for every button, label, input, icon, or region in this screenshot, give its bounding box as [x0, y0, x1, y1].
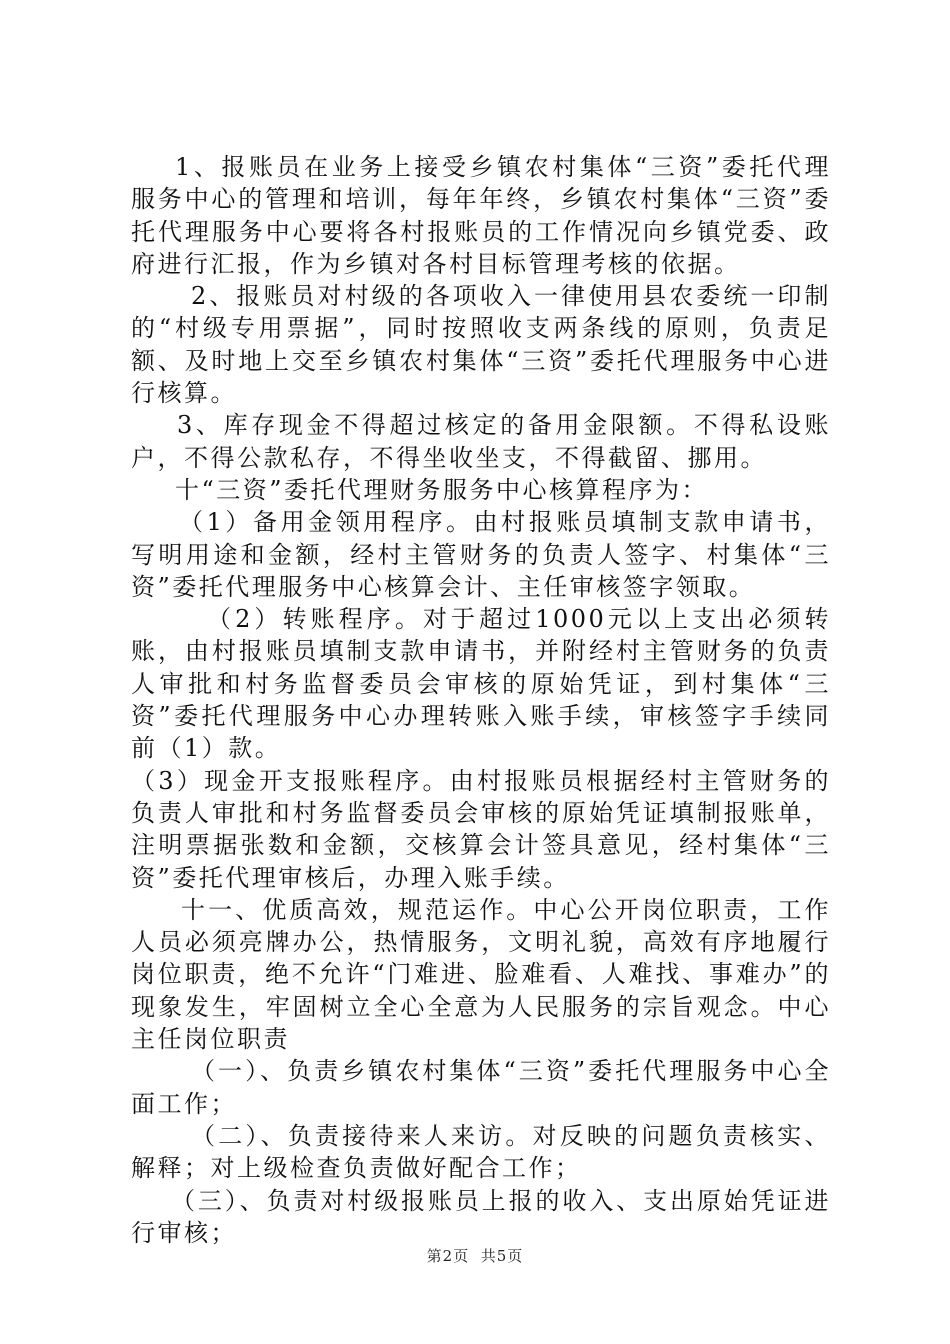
paragraph-reporter-management: 1、报账员在业务上接受乡镇农村集体“三资”委托代理服务中心的管理和培训，每年年终，乡镇农村集体“三资”委托代理服务中心要将各村报账员的工作情况向乡镇党委、政府进行汇报，作为乡镇对各村目标管理考核的依据。 — [131, 153, 831, 278]
paragraph-cash-expense-procedure: （3）现金开支报账程序。由村报账员根据经村主管财务的负责人审批和村务监督委员会审核的原始凭证填制报账单，注明票据张数和金额，交核算会计签具意见，经村集体“三资”委托代理审核后，办理入账手续。 — [131, 766, 831, 892]
paragraph-duty-three: （三）、负责对村级报账员上报的收入、支出原始凭证进行审核； — [131, 1186, 831, 1247]
document-body — [131, 151, 831, 1249]
paragraph-duty-two: （二）、负责接待来人来访。对反映的问题负责核实、解释；对上级检查负责做好配合工作； — [131, 1121, 831, 1183]
page-number: 第2页 — [426, 1247, 470, 1265]
paragraph-cash-limit: 3、库存现金不得超过核定的备用金限额。不得私设账户，不得公款私存，不得坐收坐支，不得截留、挪用。 — [131, 411, 831, 472]
paragraph-reporter-income: 2、报账员对村级的各项收入一律使用县农委统一印制的“村级专用票据”，同时按照收支两条线的原则，负责足额、及时地上交至乡镇农村集体“三资”委托代理服务中心进行核算。 — [131, 282, 831, 408]
page-total: 共5页 — [480, 1247, 524, 1265]
page-footer — [0, 1245, 950, 1266]
paragraph-accounting-procedure-heading: 十“三资”委托代理财务服务中心核算程序为： — [175, 475, 709, 504]
paragraph-petty-cash-procedure: （1）备用金领用程序。由村报账员填制支款申请书，写明用途和金额，经村主管财务的负责人签字、村集体“三资”委托代理服务中心核算会计、主任审核签字领取。 — [131, 508, 831, 601]
paragraph-efficient-operation: 十一、优质高效，规范运作。中心公开岗位职责，工作人员必须亮牌办公，热情服务，文明礼貌，高效有序地履行岗位职责，绝不允许“门难进、脸难看、人难找、事难办”的现象发生，牢固树立全心全意为人民服务的宗旨观念。中心主任岗位职责 — [131, 895, 831, 1054]
paragraph-transfer-procedure: （2）转账程序。对于超过1000元以上支出必须转账，由村报账员填制支款申请书，并附经村主管财务的负责人审批和村务监督委员会审核的原始凭证，到村集体“三资”委托代理服务中心办理转账入账手续，审核签字手续同前（1）款。 — [131, 605, 831, 763]
paragraph-duty-one: （一）、负责乡镇农村集体“三资”委托代理服务中心全面工作； — [131, 1057, 831, 1118]
